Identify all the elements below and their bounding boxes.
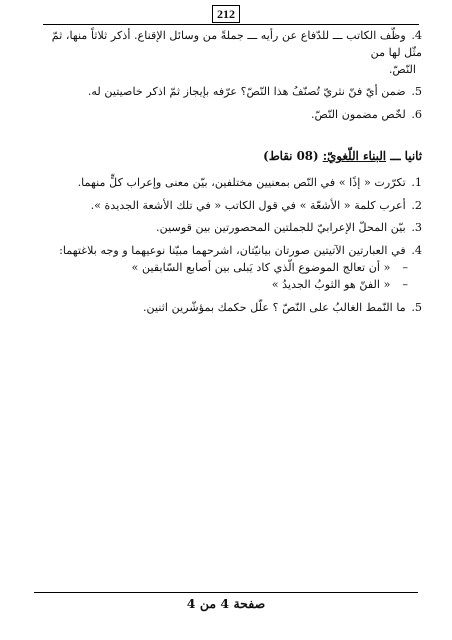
question-text: ما النّمط الغالبُ على النّصّ ؟ علّل حكمك بمؤشّرين اثنين. <box>142 300 406 314</box>
question-text: في العبارتين الآتيتين صورتان بيانيّتان، اشرحهما مبيّنا نوعيهما و وجه بلاغتهما: <box>59 244 406 258</box>
linguistic-question-4 <box>40 243 422 260</box>
question-4-continuation: النّصّ. <box>388 62 416 76</box>
question-number: 1. <box>411 175 422 189</box>
sub-item-text: « الفنّ هو الثوبُ الجديدُ » <box>271 277 391 291</box>
question-number: 4. <box>411 244 422 258</box>
question-number: 3. <box>411 221 422 235</box>
linguistic-question-2 <box>40 198 422 215</box>
question-6 <box>40 107 422 124</box>
linguistic-question-5 <box>40 300 422 317</box>
question-text: أعرب كلمة « الأشعّة » في قول الكاتب « في تلك الأشعة الجديدة ». <box>90 198 406 212</box>
question-text: تكرّرت « إذًا » في النّص بمعنيين مختلفين، بيّن معنى وإعراب كلٍّ منهما. <box>77 175 406 189</box>
question-number: 2. <box>411 198 422 212</box>
question-5 <box>40 84 422 101</box>
bottom-divider <box>34 592 418 593</box>
sub-item <box>40 260 422 277</box>
question-text: لخّص مضمون النّصّ. <box>310 108 406 122</box>
section-title-linguistic <box>40 148 422 165</box>
sub-item <box>40 277 422 294</box>
question-number: 6. <box>411 108 422 122</box>
question-number: 5. <box>411 85 422 99</box>
question-number: 4. <box>411 29 422 42</box>
linguistic-question-1 <box>40 175 422 192</box>
question-number: 5. <box>411 300 422 314</box>
section-prefix: ثانيا ـــ <box>390 148 422 163</box>
page-number-box: 212 <box>212 5 240 23</box>
sub-item-text: « أن تعالج الموضوع الّذي كاد يَبلى بين أصابع السّابقين » <box>131 260 391 274</box>
dash-bullet: – <box>402 260 408 274</box>
dash-bullet: – <box>402 277 408 291</box>
exam-content <box>40 28 422 316</box>
section-heading: البناء اللّغويّ: <box>322 148 387 163</box>
question-4 <box>40 28 422 62</box>
question-text: وظّف الكاتب ـــ للدّفاع عن رأيه ـــ جملةً من وسائل الإقناع. أذكر ثلاثاً منها، ثمّ مثّل لها من <box>51 29 422 59</box>
top-divider <box>43 24 419 25</box>
linguistic-question-3 <box>40 220 422 237</box>
page-footer: صفحة 4 من 4 <box>186 596 266 611</box>
question-text: ضمن أيّ فنّ نثريّ تُصنّفُ هذا النّصّ؟ عرّفه بإيجاز ثمّ اذكر خاصيتين له. <box>87 85 406 99</box>
question-text: بيّن المحلّ الإعرابيّ للجملتين المحصورتين بين قوسين. <box>156 221 406 235</box>
section-points: (08 نقاط) <box>263 148 319 163</box>
